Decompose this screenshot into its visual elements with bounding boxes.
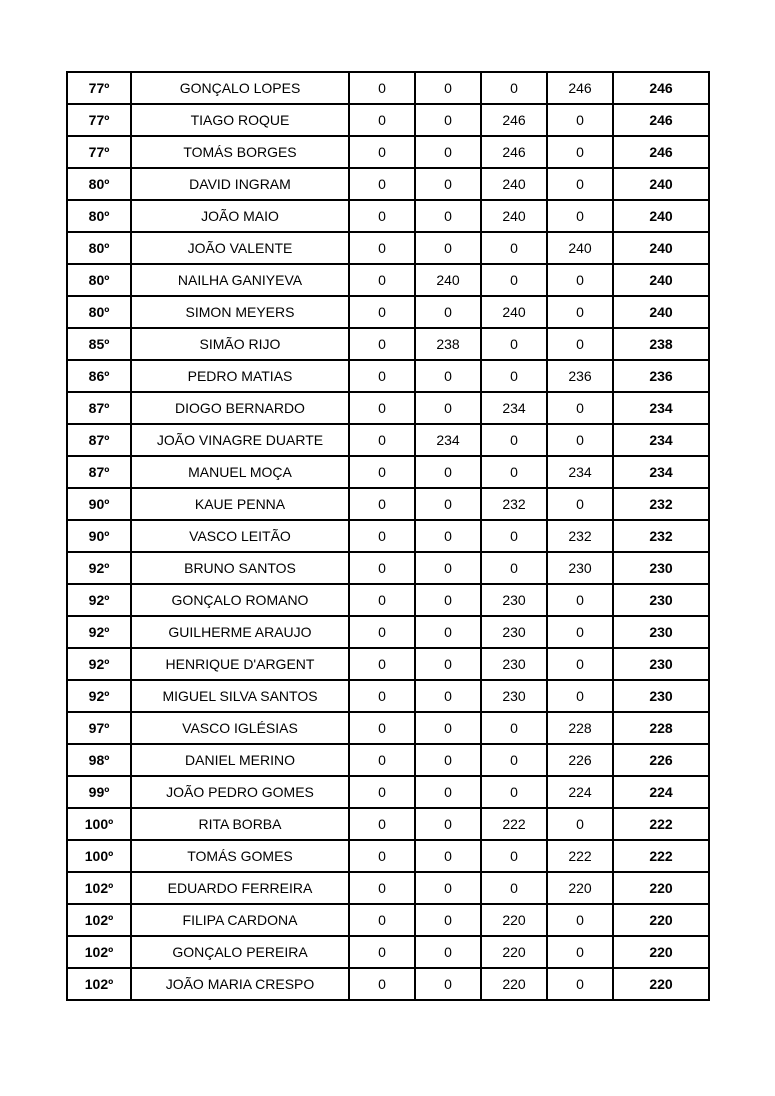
total-cell: 240 [613, 200, 709, 232]
table-row [67, 584, 709, 616]
score-3-cell: 240 [481, 296, 547, 328]
score-3-cell: 230 [481, 584, 547, 616]
score-1-cell: 0 [349, 584, 415, 616]
table-row [67, 744, 709, 776]
score-3-cell: 0 [481, 520, 547, 552]
score-1-cell: 0 [349, 520, 415, 552]
score-3-cell: 230 [481, 680, 547, 712]
score-2-cell: 238 [415, 328, 481, 360]
score-3-cell: 246 [481, 136, 547, 168]
score-4-cell: 0 [547, 968, 613, 1000]
total-cell: 246 [613, 72, 709, 104]
score-2-cell: 0 [415, 296, 481, 328]
score-2-cell: 0 [415, 360, 481, 392]
score-4-cell: 0 [547, 680, 613, 712]
score-4-cell: 0 [547, 168, 613, 200]
score-4-cell: 226 [547, 744, 613, 776]
position-cell: 90º [67, 520, 131, 552]
position-cell: 97º [67, 712, 131, 744]
score-1-cell: 0 [349, 616, 415, 648]
score-2-cell: 0 [415, 72, 481, 104]
player-name-cell: NAILHA GANIYEVA [131, 264, 349, 296]
position-cell: 92º [67, 648, 131, 680]
score-4-cell: 0 [547, 488, 613, 520]
score-2-cell: 234 [415, 424, 481, 456]
player-name-cell: KAUE PENNA [131, 488, 349, 520]
total-cell: 226 [613, 744, 709, 776]
table-row [67, 104, 709, 136]
total-cell: 240 [613, 232, 709, 264]
player-name-cell: DANIEL MERINO [131, 744, 349, 776]
score-3-cell: 0 [481, 776, 547, 808]
table-row [67, 840, 709, 872]
score-2-cell: 0 [415, 168, 481, 200]
score-3-cell: 0 [481, 264, 547, 296]
score-4-cell: 220 [547, 872, 613, 904]
score-1-cell: 0 [349, 776, 415, 808]
player-name-cell: TIAGO ROQUE [131, 104, 349, 136]
total-cell: 220 [613, 904, 709, 936]
score-1-cell: 0 [349, 552, 415, 584]
score-3-cell: 0 [481, 744, 547, 776]
player-name-cell: PEDRO MATIAS [131, 360, 349, 392]
position-cell: 92º [67, 584, 131, 616]
position-cell: 102º [67, 904, 131, 936]
total-cell: 240 [613, 168, 709, 200]
player-name-cell: GONÇALO ROMANO [131, 584, 349, 616]
player-name-cell: DAVID INGRAM [131, 168, 349, 200]
player-name-cell: BRUNO SANTOS [131, 552, 349, 584]
total-cell: 234 [613, 424, 709, 456]
table-row [67, 648, 709, 680]
score-1-cell: 0 [349, 200, 415, 232]
score-1-cell: 0 [349, 968, 415, 1000]
position-cell: 80º [67, 200, 131, 232]
score-2-cell: 0 [415, 232, 481, 264]
position-cell: 77º [67, 136, 131, 168]
score-4-cell: 0 [547, 392, 613, 424]
table-row [67, 424, 709, 456]
score-1-cell: 0 [349, 168, 415, 200]
score-1-cell: 0 [349, 808, 415, 840]
score-4-cell: 0 [547, 584, 613, 616]
total-cell: 230 [613, 552, 709, 584]
score-2-cell: 0 [415, 744, 481, 776]
score-3-cell: 220 [481, 904, 547, 936]
total-cell: 230 [613, 616, 709, 648]
score-4-cell: 240 [547, 232, 613, 264]
player-name-cell: SIMON MEYERS [131, 296, 349, 328]
score-1-cell: 0 [349, 456, 415, 488]
position-cell: 80º [67, 232, 131, 264]
player-name-cell: JOÃO MARIA CRESPO [131, 968, 349, 1000]
score-4-cell: 0 [547, 200, 613, 232]
table-row [67, 904, 709, 936]
score-1-cell: 0 [349, 232, 415, 264]
score-3-cell: 232 [481, 488, 547, 520]
score-4-cell: 234 [547, 456, 613, 488]
score-3-cell: 230 [481, 616, 547, 648]
score-4-cell: 246 [547, 72, 613, 104]
table-row [67, 72, 709, 104]
score-2-cell: 0 [415, 392, 481, 424]
total-cell: 246 [613, 104, 709, 136]
score-3-cell: 0 [481, 872, 547, 904]
score-3-cell: 0 [481, 840, 547, 872]
score-1-cell: 0 [349, 424, 415, 456]
table-row [67, 296, 709, 328]
position-cell: 80º [67, 264, 131, 296]
score-4-cell: 232 [547, 520, 613, 552]
score-3-cell: 230 [481, 648, 547, 680]
player-name-cell: HENRIQUE D'ARGENT [131, 648, 349, 680]
score-4-cell: 224 [547, 776, 613, 808]
table-row [67, 200, 709, 232]
total-cell: 230 [613, 680, 709, 712]
player-name-cell: GONÇALO LOPES [131, 72, 349, 104]
score-2-cell: 0 [415, 136, 481, 168]
table-row [67, 456, 709, 488]
score-2-cell: 0 [415, 488, 481, 520]
score-1-cell: 0 [349, 296, 415, 328]
player-name-cell: EDUARDO FERREIRA [131, 872, 349, 904]
score-2-cell: 0 [415, 904, 481, 936]
position-cell: 77º [67, 104, 131, 136]
score-2-cell: 0 [415, 712, 481, 744]
position-cell: 100º [67, 808, 131, 840]
table-row [67, 968, 709, 1000]
table-row [67, 392, 709, 424]
player-name-cell: JOÃO VINAGRE DUARTE [131, 424, 349, 456]
table-row [67, 232, 709, 264]
position-cell: 100º [67, 840, 131, 872]
score-4-cell: 228 [547, 712, 613, 744]
table-row [67, 776, 709, 808]
total-cell: 230 [613, 584, 709, 616]
score-2-cell: 0 [415, 840, 481, 872]
score-4-cell: 0 [547, 264, 613, 296]
position-cell: 90º [67, 488, 131, 520]
player-name-cell: GUILHERME ARAUJO [131, 616, 349, 648]
total-cell: 232 [613, 520, 709, 552]
score-1-cell: 0 [349, 712, 415, 744]
total-cell: 220 [613, 936, 709, 968]
score-1-cell: 0 [349, 360, 415, 392]
table-row [67, 360, 709, 392]
player-name-cell: JOÃO MAIO [131, 200, 349, 232]
total-cell: 236 [613, 360, 709, 392]
position-cell: 92º [67, 680, 131, 712]
player-name-cell: SIMÃO RIJO [131, 328, 349, 360]
total-cell: 220 [613, 872, 709, 904]
table-row [67, 616, 709, 648]
total-cell: 238 [613, 328, 709, 360]
player-name-cell: VASCO IGLÉSIAS [131, 712, 349, 744]
ranking-table [66, 71, 710, 1001]
score-1-cell: 0 [349, 72, 415, 104]
score-4-cell: 0 [547, 296, 613, 328]
score-3-cell: 246 [481, 104, 547, 136]
total-cell: 234 [613, 456, 709, 488]
table-row [67, 872, 709, 904]
position-cell: 102º [67, 872, 131, 904]
score-2-cell: 0 [415, 648, 481, 680]
player-name-cell: VASCO LEITÃO [131, 520, 349, 552]
table-row [67, 488, 709, 520]
player-name-cell: TOMÁS GOMES [131, 840, 349, 872]
position-cell: 87º [67, 456, 131, 488]
score-4-cell: 0 [547, 616, 613, 648]
score-4-cell: 0 [547, 136, 613, 168]
table-row [67, 808, 709, 840]
score-1-cell: 0 [349, 840, 415, 872]
table-row [67, 936, 709, 968]
player-name-cell: GONÇALO PEREIRA [131, 936, 349, 968]
score-3-cell: 220 [481, 968, 547, 1000]
table-row [67, 552, 709, 584]
score-2-cell: 240 [415, 264, 481, 296]
position-cell: 92º [67, 616, 131, 648]
position-cell: 80º [67, 296, 131, 328]
score-3-cell: 0 [481, 424, 547, 456]
score-1-cell: 0 [349, 936, 415, 968]
score-4-cell: 0 [547, 104, 613, 136]
total-cell: 234 [613, 392, 709, 424]
score-3-cell: 222 [481, 808, 547, 840]
score-4-cell: 0 [547, 936, 613, 968]
position-cell: 80º [67, 168, 131, 200]
score-2-cell: 0 [415, 968, 481, 1000]
score-3-cell: 0 [481, 456, 547, 488]
score-1-cell: 0 [349, 104, 415, 136]
score-1-cell: 0 [349, 648, 415, 680]
score-2-cell: 0 [415, 616, 481, 648]
position-cell: 86º [67, 360, 131, 392]
table-row [67, 520, 709, 552]
score-1-cell: 0 [349, 392, 415, 424]
total-cell: 232 [613, 488, 709, 520]
score-4-cell: 0 [547, 808, 613, 840]
position-cell: 102º [67, 968, 131, 1000]
score-2-cell: 0 [415, 872, 481, 904]
score-3-cell: 240 [481, 168, 547, 200]
ranking-table-body [67, 72, 709, 1000]
score-1-cell: 0 [349, 904, 415, 936]
score-1-cell: 0 [349, 328, 415, 360]
score-4-cell: 0 [547, 648, 613, 680]
total-cell: 224 [613, 776, 709, 808]
score-3-cell: 234 [481, 392, 547, 424]
score-2-cell: 0 [415, 808, 481, 840]
score-3-cell: 0 [481, 232, 547, 264]
score-1-cell: 0 [349, 744, 415, 776]
table-row [67, 328, 709, 360]
score-4-cell: 230 [547, 552, 613, 584]
position-cell: 87º [67, 424, 131, 456]
score-1-cell: 0 [349, 872, 415, 904]
score-4-cell: 0 [547, 904, 613, 936]
total-cell: 240 [613, 264, 709, 296]
score-2-cell: 0 [415, 456, 481, 488]
score-4-cell: 0 [547, 328, 613, 360]
score-2-cell: 0 [415, 520, 481, 552]
table-row [67, 264, 709, 296]
score-4-cell: 0 [547, 424, 613, 456]
total-cell: 240 [613, 296, 709, 328]
position-cell: 92º [67, 552, 131, 584]
player-name-cell: RITA BORBA [131, 808, 349, 840]
position-cell: 102º [67, 936, 131, 968]
score-2-cell: 0 [415, 936, 481, 968]
score-3-cell: 240 [481, 200, 547, 232]
score-2-cell: 0 [415, 104, 481, 136]
total-cell: 222 [613, 840, 709, 872]
score-1-cell: 0 [349, 680, 415, 712]
score-4-cell: 236 [547, 360, 613, 392]
score-3-cell: 0 [481, 328, 547, 360]
score-4-cell: 222 [547, 840, 613, 872]
score-2-cell: 0 [415, 584, 481, 616]
score-1-cell: 0 [349, 136, 415, 168]
total-cell: 228 [613, 712, 709, 744]
score-3-cell: 220 [481, 936, 547, 968]
total-cell: 230 [613, 648, 709, 680]
score-3-cell: 0 [481, 552, 547, 584]
score-2-cell: 0 [415, 552, 481, 584]
player-name-cell: MIGUEL SILVA SANTOS [131, 680, 349, 712]
total-cell: 220 [613, 968, 709, 1000]
player-name-cell: JOÃO PEDRO GOMES [131, 776, 349, 808]
player-name-cell: DIOGO BERNARDO [131, 392, 349, 424]
score-1-cell: 0 [349, 488, 415, 520]
score-1-cell: 0 [349, 264, 415, 296]
score-2-cell: 0 [415, 200, 481, 232]
player-name-cell: FILIPA CARDONA [131, 904, 349, 936]
total-cell: 222 [613, 808, 709, 840]
score-2-cell: 0 [415, 680, 481, 712]
player-name-cell: JOÃO VALENTE [131, 232, 349, 264]
position-cell: 85º [67, 328, 131, 360]
table-row [67, 712, 709, 744]
player-name-cell: TOMÁS BORGES [131, 136, 349, 168]
score-3-cell: 0 [481, 72, 547, 104]
position-cell: 87º [67, 392, 131, 424]
score-3-cell: 0 [481, 712, 547, 744]
player-name-cell: MANUEL MOÇA [131, 456, 349, 488]
score-3-cell: 0 [481, 360, 547, 392]
score-2-cell: 0 [415, 776, 481, 808]
table-row [67, 680, 709, 712]
total-cell: 246 [613, 136, 709, 168]
position-cell: 77º [67, 72, 131, 104]
table-row [67, 136, 709, 168]
position-cell: 98º [67, 744, 131, 776]
table-row [67, 168, 709, 200]
position-cell: 99º [67, 776, 131, 808]
